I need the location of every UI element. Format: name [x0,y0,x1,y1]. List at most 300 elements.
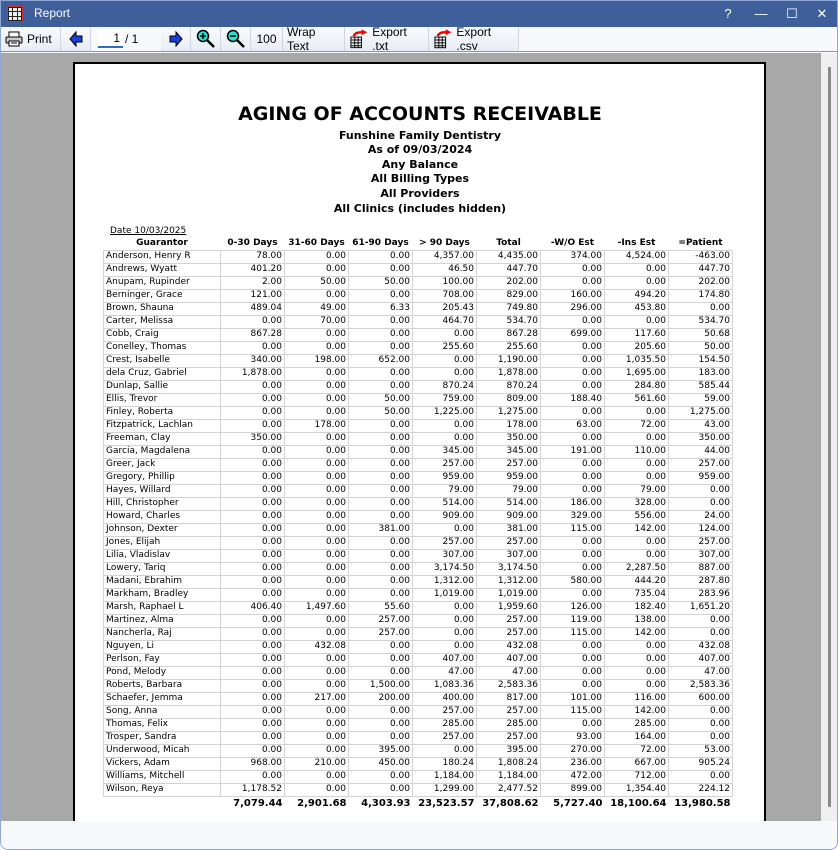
guarantor-cell: Nguyen, Li [104,640,221,653]
amount-cell: 115.00 [541,627,605,640]
amount-cell: 0.00 [221,523,285,536]
amount-cell: 667.00 [605,757,669,770]
amount-cell: 0.00 [349,783,413,796]
amount-cell: 0.00 [221,614,285,627]
amount-cell: 0.00 [541,471,605,484]
amount-cell: 0.00 [541,536,605,549]
amount-cell: 1,035.50 [605,354,669,367]
amount-cell: 0.00 [413,744,477,757]
guarantor-cell: Ellis, Trevor [104,393,221,406]
guarantor-cell: Anderson, Henry R [104,250,221,263]
amount-cell: 0.00 [349,367,413,380]
amount-cell: 0.00 [541,679,605,692]
amount-cell: 0.00 [285,783,349,796]
guarantor-cell: Berninger, Grace [104,289,221,302]
column-header: =Patient [678,238,723,249]
zoom-out-button[interactable] [221,27,251,51]
guarantor-cell: Song, Anna [104,705,221,718]
amount-cell: 0.00 [221,588,285,601]
guarantor-cell: Johnson, Dexter [104,523,221,536]
amount-cell: 749.80 [477,302,541,315]
guarantor-cell: Brown, Shauna [104,302,221,315]
table-row [104,562,733,575]
amount-cell: 0.00 [349,289,413,302]
amount-cell: 444.20 [605,575,669,588]
amount-cell: 1,225.00 [413,406,477,419]
amount-cell: 0.00 [669,627,733,640]
guarantor-cell: dela Cruz, Gabriel [104,367,221,380]
amount-cell: 0.00 [221,627,285,640]
amount-cell: 257.00 [349,627,413,640]
amount-cell: 285.00 [477,718,541,731]
amount-cell: 59.00 [669,393,733,406]
amount-cell: 0.00 [221,692,285,705]
amount-cell: 0.00 [221,640,285,653]
amount-cell: 0.00 [541,562,605,575]
table-row [104,354,733,367]
amount-cell: 6.33 [349,302,413,315]
amount-cell: 585.44 [669,380,733,393]
amount-cell: 472.00 [541,770,605,783]
amount-cell: 0.00 [413,367,477,380]
amount-cell: 899.00 [541,783,605,796]
amount-cell: 198.00 [285,354,349,367]
amount-cell: 0.00 [349,432,413,445]
table-row [104,549,733,562]
amount-cell: 0.00 [285,432,349,445]
column-header: -Ins Est [617,238,656,249]
amount-cell: 0.00 [669,705,733,718]
amount-cell: 489.04 [221,302,285,315]
amount-cell: 340.00 [221,354,285,367]
amount-cell: 101.00 [541,692,605,705]
amount-cell: 0.00 [349,549,413,562]
amount-cell: 1,651.20 [669,601,733,614]
guarantor-cell: Greer, Jack [104,458,221,471]
amount-cell: 0.00 [541,549,605,562]
amount-cell: 3,174.50 [477,562,541,575]
column-header: Guarantor [136,238,188,249]
amount-cell: 50.00 [285,276,349,289]
amount-cell: 0.00 [349,250,413,263]
amount-cell: 699.00 [541,328,605,341]
guarantor-cell: Anupam, Rupinder [104,276,221,289]
guarantor-cell: Trosper, Sandra [104,731,221,744]
amount-cell: 43.00 [669,419,733,432]
amount-cell: 2,583.36 [669,679,733,692]
report-page [73,62,766,842]
amount-cell: 867.28 [221,328,285,341]
guarantor-cell: Vickers, Adam [104,757,221,770]
guarantor-cell: Madani, Ebrahim [104,575,221,588]
amount-cell: 0.00 [349,770,413,783]
table-row [104,497,733,510]
amount-cell: 257.00 [477,731,541,744]
guarantor-cell: Markham, Bradley [104,588,221,601]
amount-cell: 307.00 [477,549,541,562]
amount-cell: 55.60 [349,601,413,614]
amount-cell: 328.00 [605,497,669,510]
table-row [104,744,733,757]
amount-cell: 870.24 [477,380,541,393]
amount-cell: 580.00 [541,575,605,588]
table-row [104,575,733,588]
amount-cell: 0.00 [221,575,285,588]
table-row [104,705,733,718]
column-header: 61-90 Days [352,238,409,249]
table-row [104,328,733,341]
amount-cell: 174.80 [669,289,733,302]
vertical-scrollbar[interactable] [821,53,837,821]
amount-cell: 494.20 [605,289,669,302]
amount-cell: 0.00 [349,666,413,679]
amount-cell: 0.00 [605,653,669,666]
amount-cell: 0.00 [605,640,669,653]
amount-cell: 909.00 [477,510,541,523]
table-row [104,536,733,549]
amount-cell: 0.00 [413,627,477,640]
amount-cell: 1,497.60 [285,601,349,614]
amount-cell: 0.00 [541,315,605,328]
amount-cell: 0.00 [349,315,413,328]
guarantor-cell: Marsh, Raphael L [104,601,221,614]
guarantor-cell: Finley, Roberta [104,406,221,419]
amount-cell: 0.00 [541,640,605,653]
amount-cell: 257.00 [477,627,541,640]
amount-cell: 464.70 [413,315,477,328]
amount-cell: 0.00 [285,497,349,510]
amount-cell: 0.00 [605,679,669,692]
providers-filter: All Providers [380,187,460,200]
amount-cell: 905.24 [669,757,733,770]
amount-cell: 116.00 [605,692,669,705]
amount-cell: 50.00 [349,276,413,289]
as-of-date: As of 09/03/2024 [367,143,473,156]
guarantor-cell: Hill, Christopher [104,497,221,510]
amount-cell: 0.00 [285,341,349,354]
amount-cell: 968.00 [221,757,285,770]
amount-cell: 257.00 [477,705,541,718]
guarantor-cell: Garcia, Magdalena [104,445,221,458]
printer-icon [5,31,23,47]
amount-cell: 49.00 [285,302,349,315]
amount-cell: 0.00 [413,432,477,445]
amount-cell: 829.00 [477,289,541,302]
total-cell: 5,727.40 [553,798,603,810]
amount-cell: 255.60 [477,341,541,354]
amount-cell: 0.00 [349,380,413,393]
amount-cell: 0.00 [349,653,413,666]
total-cell [104,796,221,811]
amount-cell: 0.00 [413,523,477,536]
amount-cell: 0.00 [221,497,285,510]
amount-cell: 202.00 [477,276,541,289]
amount-cell: 257.00 [413,705,477,718]
maximize-button[interactable]: ☐ [786,6,798,21]
amount-cell: 50.00 [349,406,413,419]
amount-cell: 0.00 [349,471,413,484]
amount-cell: 1,959.60 [477,601,541,614]
column-header: 0-30 Days [227,238,278,249]
amount-cell: 142.00 [605,523,669,536]
amount-cell: 0.00 [221,380,285,393]
guarantor-cell: Conelley, Thomas [104,341,221,354]
amount-cell: 432.08 [669,640,733,653]
amount-cell: 257.00 [477,458,541,471]
amount-cell: 287.80 [669,575,733,588]
amount-cell: 959.00 [669,471,733,484]
amount-cell: 0.00 [285,679,349,692]
amount-cell: 257.00 [349,614,413,627]
next-page-button[interactable] [161,27,191,51]
amount-cell: 46.50 [413,263,477,276]
table-row [104,653,733,666]
amount-cell: 47.00 [669,666,733,679]
amount-cell: 0.00 [349,484,413,497]
table-row [104,731,733,744]
amount-cell: 0.00 [349,497,413,510]
amount-cell: 0.00 [669,770,733,783]
amount-cell: 0.00 [221,679,285,692]
billing-types-filter: All Billing Types [370,172,470,185]
amount-cell: 0.00 [605,406,669,419]
amount-cell: 110.00 [605,445,669,458]
amount-cell: 0.00 [413,354,477,367]
amount-cell: 117.60 [605,328,669,341]
amount-cell: 708.00 [413,289,477,302]
guarantor-cell: Carter, Melissa [104,315,221,328]
amount-cell: 1,695.00 [605,367,669,380]
amount-cell: 0.00 [221,666,285,679]
amount-cell: 0.00 [349,640,413,653]
zoom-in-icon [196,29,216,49]
app-grid-icon [7,6,23,22]
amount-cell: 2,477.52 [477,783,541,796]
guarantor-cell: Lowery, Tariq [104,562,221,575]
amount-cell: 0.00 [541,588,605,601]
amount-cell: 1,878.00 [477,367,541,380]
table-row [104,445,733,458]
zoom-in-button[interactable] [191,27,221,51]
amount-cell: 0.00 [221,471,285,484]
table-row [104,588,733,601]
amount-cell: 514.00 [477,497,541,510]
amount-cell: 53.00 [669,744,733,757]
table-row [104,614,733,627]
amount-cell: 200.00 [349,692,413,705]
amount-cell: 0.00 [541,263,605,276]
table-row [104,679,733,692]
table-row [104,783,733,796]
amount-cell: 70.00 [285,315,349,328]
amount-cell: 205.43 [413,302,477,315]
amount-cell: 0.00 [285,393,349,406]
amount-cell: 0.00 [221,731,285,744]
amount-cell: 0.00 [605,471,669,484]
amount-cell: 0.00 [285,263,349,276]
amount-cell: 0.00 [541,380,605,393]
table-row [104,341,733,354]
amount-cell: 186.00 [541,497,605,510]
amount-cell: 407.00 [413,653,477,666]
amount-cell: 44.00 [669,445,733,458]
amount-cell: 534.70 [669,315,733,328]
guarantor-cell: Freeman, Clay [104,432,221,445]
table-row [104,367,733,380]
amount-cell: 0.00 [221,718,285,731]
amount-cell: 0.00 [349,588,413,601]
page-count: / 1 [125,32,139,46]
amount-cell: 4,524.00 [605,250,669,263]
amount-cell: 395.00 [349,744,413,757]
amount-cell: 0.00 [541,666,605,679]
amount-cell: 1,184.00 [477,770,541,783]
amount-cell: 0.00 [221,341,285,354]
amount-cell: 0.00 [349,445,413,458]
amount-cell: 0.00 [605,666,669,679]
table-row [104,666,733,679]
title-bar[interactable] [1,1,837,27]
amount-cell: 345.00 [477,445,541,458]
amount-cell: 182.40 [605,601,669,614]
amount-cell: 0.00 [285,484,349,497]
amount-cell: 2,287.50 [605,562,669,575]
guarantor-cell: Nancherla, Raj [104,627,221,640]
amount-cell: 1,808.24 [477,757,541,770]
table-row [104,250,733,263]
amount-cell: 191.00 [541,445,605,458]
amount-cell: 0.00 [605,549,669,562]
amount-cell: 255.60 [413,341,477,354]
table-row [104,302,733,315]
guarantor-cell: Andrews, Wyatt [104,263,221,276]
amount-cell: 0.00 [221,393,285,406]
page-number-input[interactable] [98,30,123,48]
amount-cell: 126.00 [541,601,605,614]
amount-cell: 0.00 [285,627,349,640]
table-row [104,471,733,484]
previous-page-button[interactable] [61,27,91,51]
amount-cell: 178.00 [285,419,349,432]
amount-cell: 0.00 [413,419,477,432]
guarantor-cell: Crest, Isabelle [104,354,221,367]
amount-cell: 63.00 [541,419,605,432]
table-row [104,692,733,705]
amount-cell: 224.12 [669,783,733,796]
amount-cell: 72.00 [605,419,669,432]
amount-cell: 0.00 [221,705,285,718]
guarantor-cell: Hayes, Willard [104,484,221,497]
report-title: AGING OF ACCOUNTS RECEIVABLE [238,103,602,125]
amount-cell: 178.00 [477,419,541,432]
amount-cell: 257.00 [413,731,477,744]
amount-cell: 0.00 [413,640,477,653]
export-table-icon [433,29,452,49]
table-row [104,380,733,393]
amount-cell: 0.00 [605,276,669,289]
close-button[interactable]: ✕ [816,6,828,21]
minimize-button[interactable]: — [754,6,768,21]
table-header-row [104,237,733,250]
print-label: Print [27,32,52,46]
guarantor-cell: Dunlap, Sallie [104,380,221,393]
amount-cell: 381.00 [349,523,413,536]
amount-cell: 0.00 [285,731,349,744]
amount-cell: 407.00 [477,653,541,666]
amount-cell: 0.00 [285,588,349,601]
table-body [104,250,733,811]
amount-cell: 1,019.00 [413,588,477,601]
table-row [104,718,733,731]
amount-cell: 202.00 [669,276,733,289]
amount-cell: 0.00 [349,731,413,744]
amount-cell: 217.00 [285,692,349,705]
amount-cell: 296.00 [541,302,605,315]
amount-cell: 1,878.00 [221,367,285,380]
amount-cell: 283.96 [669,588,733,601]
amount-cell: 0.00 [285,328,349,341]
balance-filter: Any Balance [381,158,459,171]
amount-cell: 2,583.36 [477,679,541,692]
amount-cell: 0.00 [349,575,413,588]
guarantor-cell: Howard, Charles [104,510,221,523]
guarantor-cell: Roberts, Barbara [104,679,221,692]
amount-cell: 0.00 [285,575,349,588]
amount-cell: 652.00 [349,354,413,367]
amount-cell: 870.24 [413,380,477,393]
scrollbar-thumb[interactable] [828,67,831,807]
guarantor-cell: Perlson, Fay [104,653,221,666]
guarantor-cell: Martinez, Alma [104,614,221,627]
wrap-text-button[interactable] [283,27,345,51]
table-row [104,263,733,276]
amount-cell: 381.00 [477,523,541,536]
total-cell: 37,808.62 [482,798,539,810]
guarantor-cell: Schaefer, Jemma [104,692,221,705]
guarantor-cell: Gregory, Phillip [104,471,221,484]
zoom-level-button[interactable] [251,27,283,51]
export-csv-button[interactable] [429,27,519,51]
amount-cell: 164.00 [605,731,669,744]
column-header: > 90 Days [419,238,470,249]
amount-cell: 0.00 [349,328,413,341]
table-row [104,419,733,432]
amount-cell: 0.00 [541,341,605,354]
amount-cell: 0.00 [285,367,349,380]
export-txt-button[interactable] [345,27,429,51]
table-row [104,276,733,289]
amount-cell: 205.60 [605,341,669,354]
totals-row [104,796,733,811]
amount-cell: 561.60 [605,393,669,406]
amount-cell: 0.00 [221,445,285,458]
help-button[interactable]: ? [724,6,732,21]
amount-cell: 47.00 [477,666,541,679]
amount-cell: 0.00 [605,432,669,445]
amount-cell: 0.00 [221,744,285,757]
amount-cell: 887.00 [669,562,733,575]
table-row [104,627,733,640]
amount-cell: 0.00 [221,770,285,783]
print-button[interactable] [1,27,61,51]
amount-cell: 0.00 [349,458,413,471]
guarantor-cell: Pond, Melody [104,666,221,679]
amount-cell: 72.00 [605,744,669,757]
total-cell: 2,901.68 [297,798,347,810]
amount-cell: 0.00 [605,536,669,549]
amount-cell: 0.00 [669,718,733,731]
amount-cell: 0.00 [541,718,605,731]
